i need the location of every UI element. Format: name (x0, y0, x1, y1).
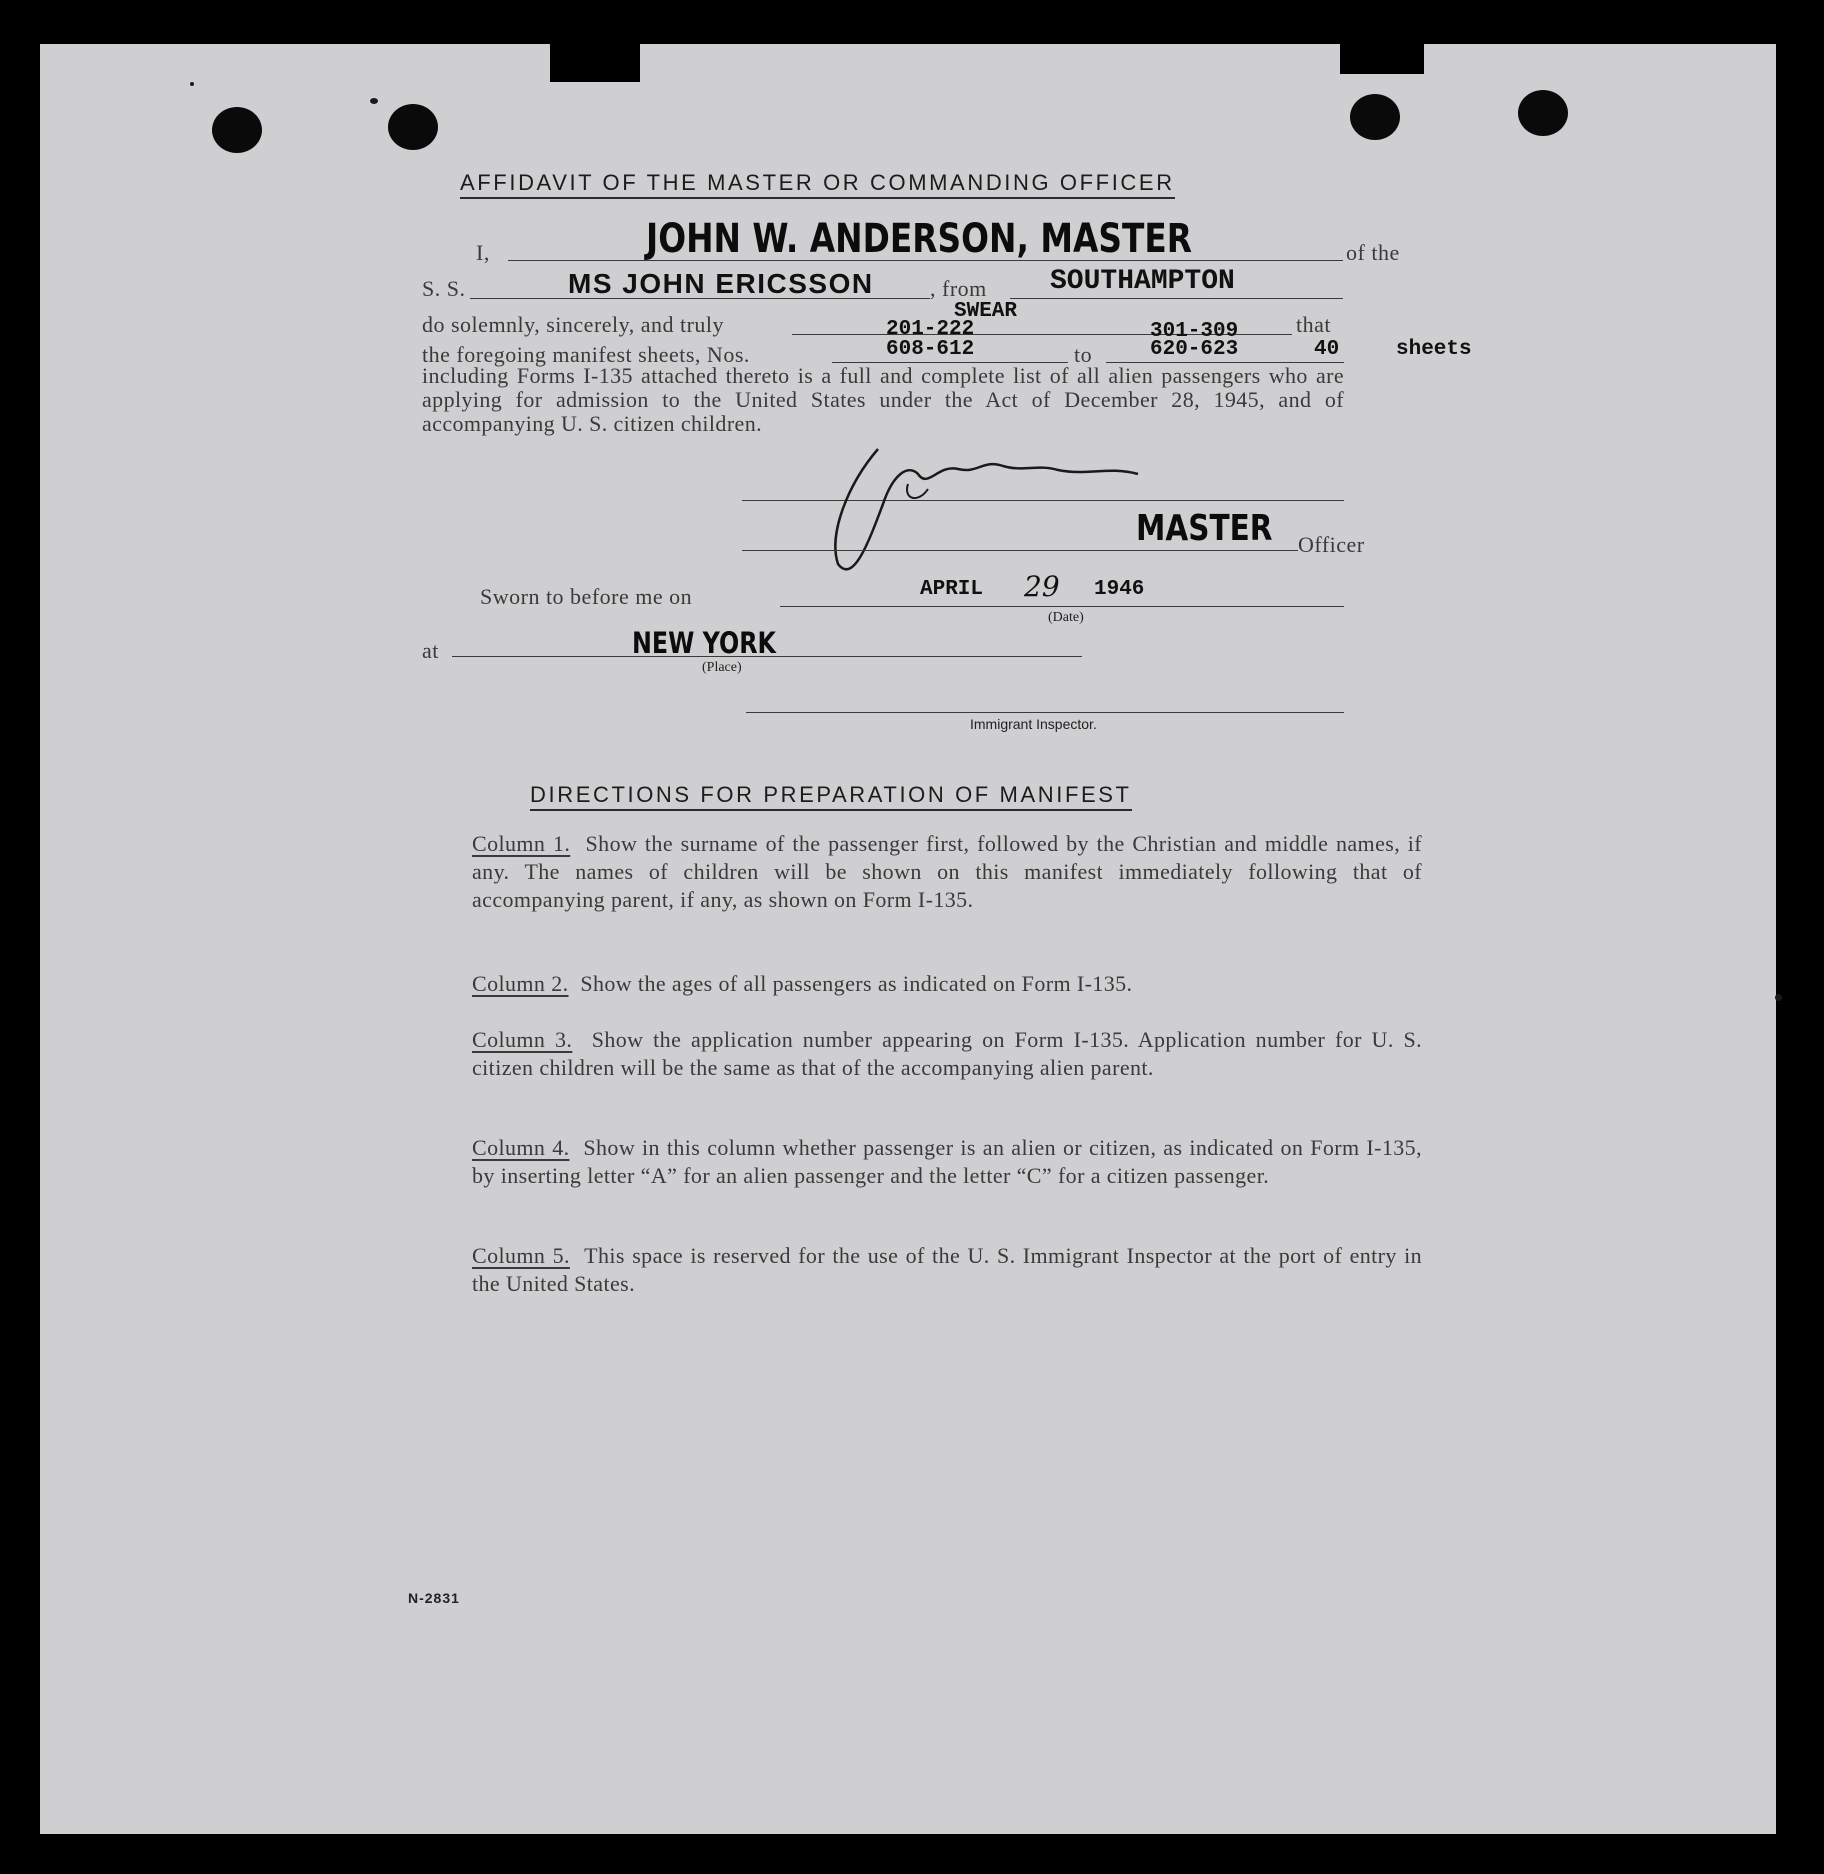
officer-label: Officer (1298, 532, 1365, 557)
swear-word: SWEAR (954, 300, 1018, 323)
direction-item (472, 1134, 1422, 1190)
that-label: that (1296, 312, 1331, 337)
sworn-day: 29 (1024, 570, 1060, 603)
direction-label: Column 4. (472, 1135, 570, 1160)
officer-title: MASTER (1136, 508, 1273, 549)
nos-from-1: 201-222 (886, 318, 975, 341)
affidavit-title: AFFIDAVIT OF THE MASTER OR COMMANDING OFFICER (460, 170, 1175, 199)
direction-text: This space is reserved for the use of the U. S. Immigrant Inspector at the port of entry in the United States. (472, 1243, 1422, 1296)
i-label: I, (476, 240, 490, 265)
direction-item (472, 1242, 1422, 1298)
affidavit-body: including Forms I-135 attached thereto is a full and complete list of all alien passengers who are applying for admission to the United States under the Act of December 28, 1945, and of accompanying U. S. citizen children. (422, 363, 1344, 436)
direction-text: Show in this column whether passenger is an alien or citizen, as indicated on Form I-135, by inserting letter “A” for an alien passenger and the letter “C” for a citizen passenger. (472, 1135, 1422, 1188)
ship-name: MS JOHN ERICSSON (568, 268, 874, 299)
direction-text: Show the application number appearing on Form I-135. Application number for U. S. citizen children will be the same as that of the accompanying alien parent. (472, 1027, 1422, 1080)
sheets-label: sheets (1396, 338, 1472, 361)
speck (1775, 994, 1782, 1001)
direction-text: Show the surname of the passenger first, followed by the Christian and middle names, if any. The names of children will be shown on this manifest immediately following that of accompanying parent, if any, as shown on Form I-135. (472, 831, 1422, 912)
at-label: at (422, 638, 439, 663)
direction-item (472, 970, 1422, 998)
solemnly-text: do solemnly, sincerely, and truly (422, 312, 725, 337)
port-from: SOUTHAMPTON (1050, 266, 1235, 297)
sworn-year: 1946 (1094, 578, 1145, 601)
date-line (780, 606, 1344, 607)
torn-edge (550, 44, 640, 82)
sworn-label: Sworn to before me on (480, 584, 693, 609)
inspector-line (746, 712, 1344, 713)
form-number: N-2831 (408, 1590, 460, 1606)
from-label: , from (930, 276, 987, 301)
sheets-count: 40 (1314, 338, 1340, 361)
direction-label: Column 1. (472, 831, 571, 856)
directions-title: DIRECTIONS FOR PREPARATION OF MANIFEST (530, 782, 1132, 811)
document-sheet (40, 44, 1776, 1834)
officer-line (742, 550, 1298, 551)
nos-to-1: 301-309 (1150, 320, 1239, 343)
direction-label: Column 2. (472, 971, 569, 996)
direction-item (472, 830, 1422, 914)
place-caption: (Place) (702, 660, 742, 675)
direction-text: Show the ages of all passengers as indicated on Form I-135. (580, 971, 1133, 996)
inspector-caption: Immigrant Inspector. (970, 716, 1097, 732)
torn-edge (1340, 44, 1424, 74)
speck (370, 98, 378, 104)
foregoing-text: the foregoing manifest sheets, Nos. (422, 342, 750, 367)
direction-label: Column 5. (472, 1243, 570, 1268)
of-the-label: of the (1346, 240, 1400, 265)
sworn-month: APRIL (920, 578, 984, 601)
direction-item (472, 1026, 1422, 1082)
master-name: JOHN W. ANDERSON, MASTER (646, 216, 1193, 262)
port-line (1010, 298, 1343, 299)
ss-label: S. S. (422, 276, 466, 301)
punch-hole (1350, 94, 1400, 140)
place: NEW YORK (632, 626, 776, 660)
punch-hole (388, 104, 438, 150)
direction-label: Column 3. (472, 1027, 573, 1052)
speck (190, 82, 194, 86)
date-caption: (Date) (1048, 610, 1084, 625)
nos-from-2: 608-612 (886, 338, 975, 361)
punch-hole (1518, 90, 1568, 136)
nos-to-2: 620-623 (1150, 338, 1239, 361)
to-label: to (1074, 342, 1093, 367)
punch-hole (212, 107, 262, 153)
